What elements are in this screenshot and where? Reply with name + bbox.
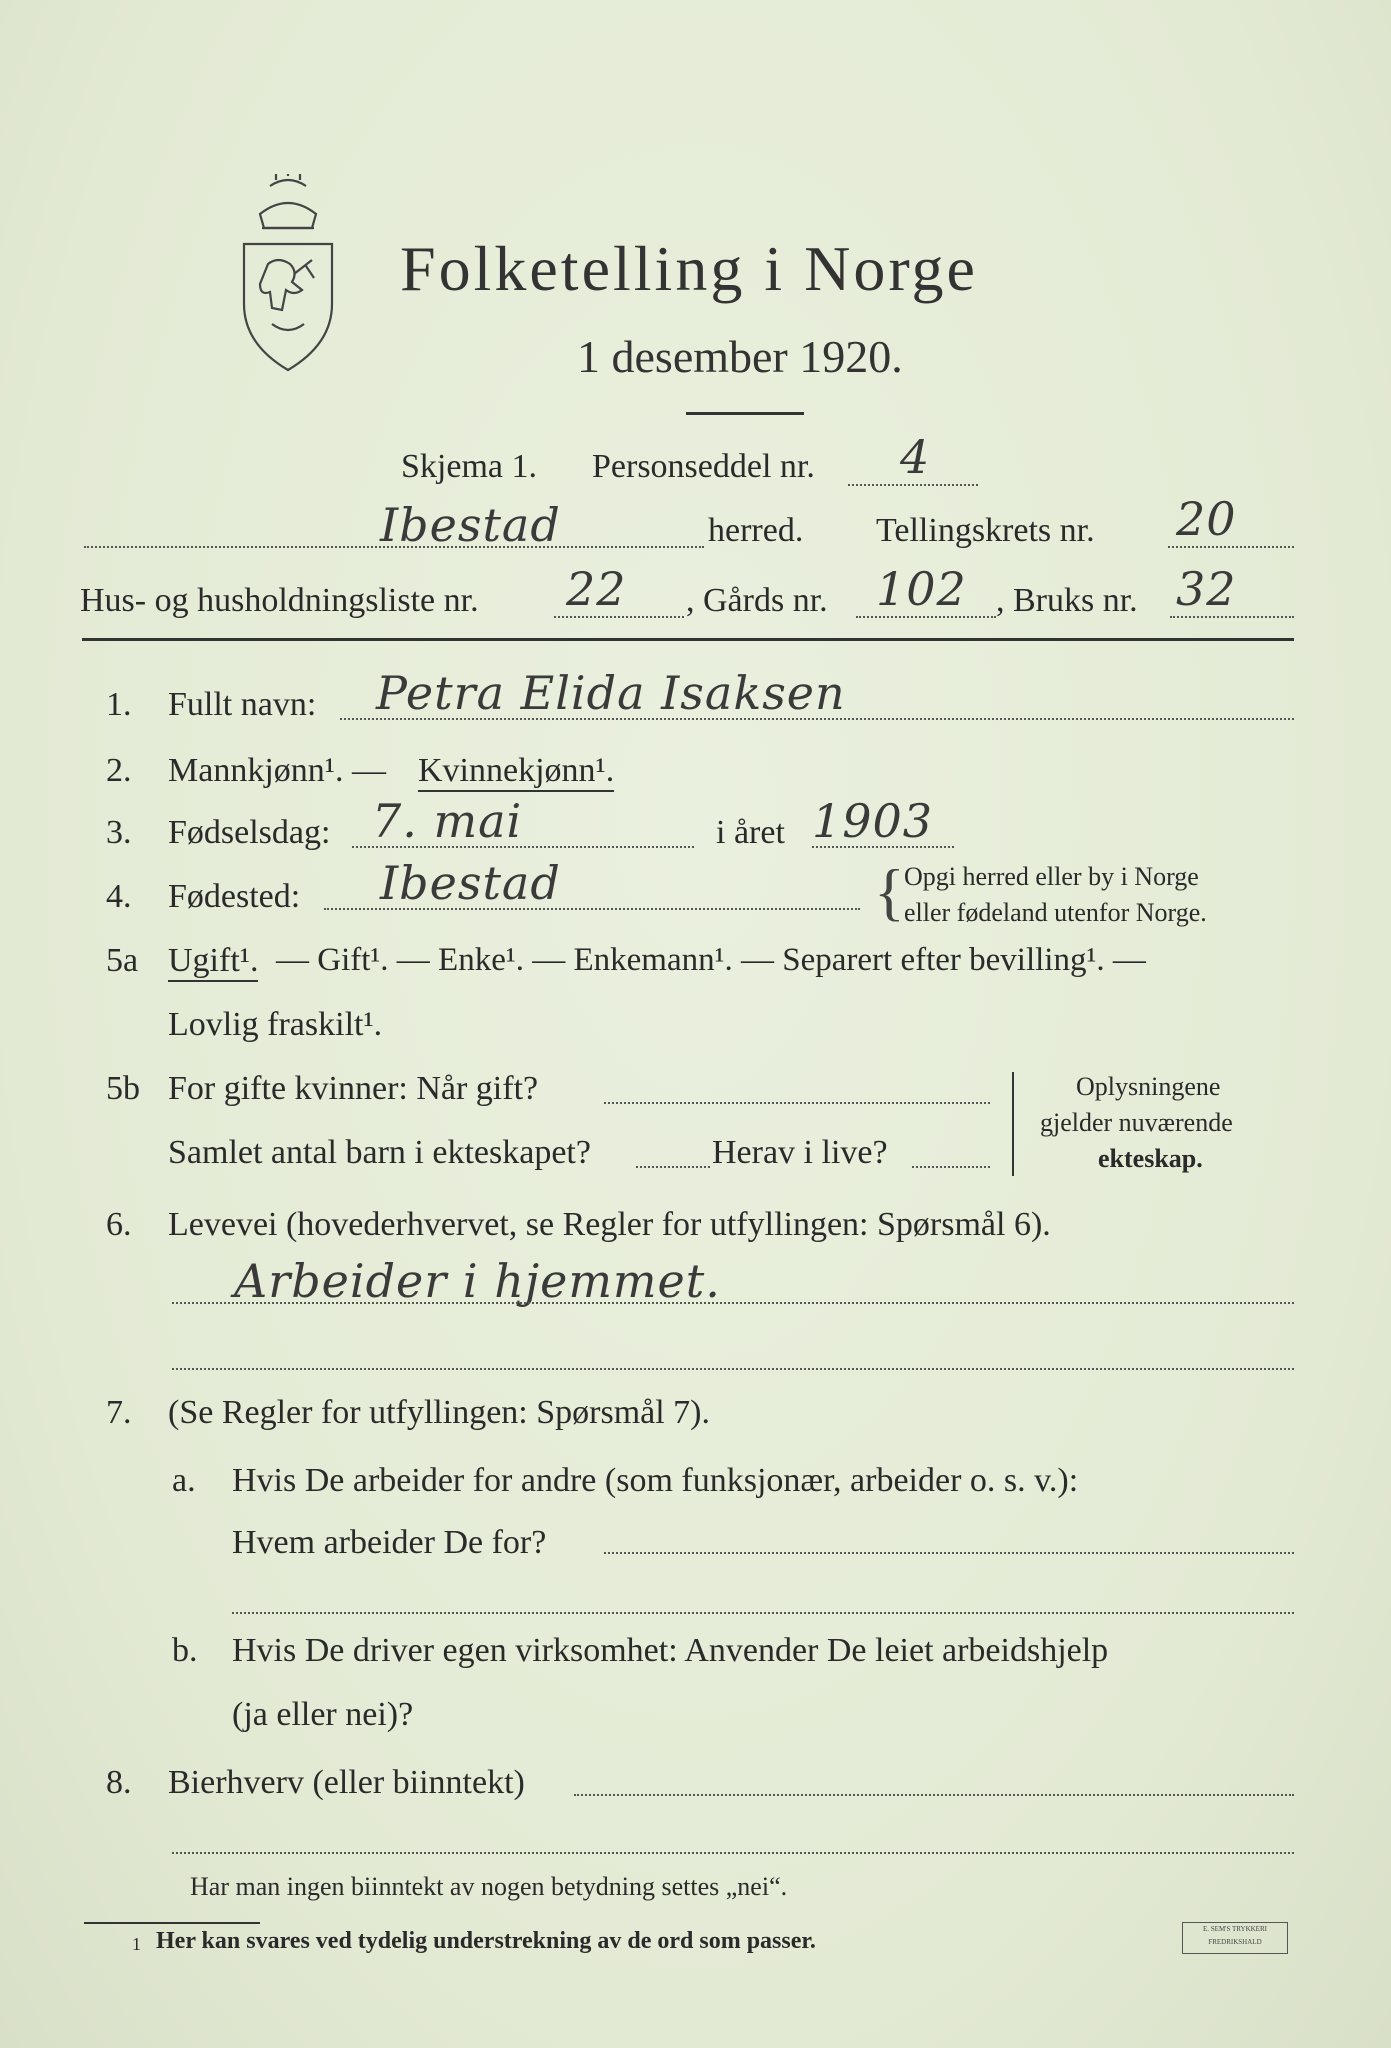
printer-stamp-line1: E. SEM'S TRYKKERI — [1203, 1925, 1267, 1933]
q5a-number: 5a — [106, 942, 139, 979]
q2-female-option: Kvinnekjønn¹. — [418, 752, 614, 792]
census-date: 1 desember 1920. — [577, 331, 903, 382]
q2-number: 2. — [106, 752, 132, 789]
q5b-note-line2: gjelder nuværende — [1040, 1108, 1233, 1137]
q3-year-label: i året — [716, 814, 785, 851]
q6-label: Levevei (hovederhvervet, se Regler for utfyllingen: Spørsmål 6). — [168, 1206, 1051, 1243]
q5a-ugift-option: Ugift¹. — [168, 942, 258, 982]
q5b-bracket — [1012, 1072, 1014, 1176]
q7b-label2: (ja eller nei)? — [232, 1696, 414, 1733]
q7a-letter: a. — [172, 1462, 196, 1499]
q1-label: Fullt navn: — [168, 686, 317, 723]
q5b-note-line3: ekteskap. — [1098, 1144, 1203, 1173]
gards-value: 102 — [876, 562, 967, 616]
footnote-divider — [84, 1922, 260, 1924]
q4-note-line2: eller fødeland utenfor Norge. — [904, 898, 1207, 927]
schema-label: Skjema 1. — [401, 448, 537, 485]
header-divider — [82, 638, 1294, 641]
q7-label: (Se Regler for utfyllingen: Spørsmål 7). — [168, 1394, 711, 1431]
q5b-alive-label: Herav i live? — [712, 1134, 888, 1171]
hus-value: 22 — [566, 562, 627, 616]
q8-label: Bierhverv (eller biinntekt) — [168, 1764, 525, 1801]
q3-birth-date: 7. mai — [372, 794, 523, 848]
q4-brace: { — [874, 856, 905, 927]
q7a-label2: Hvem arbeider De for? — [232, 1524, 547, 1561]
footnote-text: Her kan svares ved tydelig understrekning av de ord som passer. — [156, 1928, 816, 1954]
printer-stamp-line2: FREDRIKSHALD — [1208, 1938, 1262, 1946]
bruks-value: 32 — [1176, 562, 1237, 616]
footnote-mark: 1 — [132, 1934, 141, 1954]
q3-label: Fødselsdag: — [168, 814, 331, 851]
q4-note-line1: Opgi herred eller by i Norge — [904, 862, 1199, 891]
personseddel-label: Personseddel nr. — [592, 448, 815, 485]
q2-male-option: Mannkjønn¹. — — [168, 752, 386, 789]
q8-note: Har man ingen biinntekt av nogen betydning settes „nei“. — [190, 1872, 788, 1901]
herred-value: Ibestad — [380, 498, 561, 552]
q3-birth-year: 1903 — [812, 794, 934, 848]
q1-number: 1. — [106, 686, 132, 723]
form-title: Folketelling i Norge — [400, 233, 978, 304]
printer-stamp — [1182, 1922, 1288, 1954]
hus-label: Hus- og husholdningsliste nr. — [80, 582, 479, 619]
q6-number: 6. — [106, 1206, 132, 1243]
q6-occupation: Arbeider i hjemmet. — [234, 1254, 721, 1308]
tellingskrets-label: Tellingskrets nr. — [876, 512, 1095, 549]
q7a-label: Hvis De arbeider for andre (som funksjonær, arbeider o. s. v.): — [232, 1462, 1079, 1499]
q4-number: 4. — [106, 878, 132, 915]
title-divider — [686, 412, 804, 415]
q7b-label: Hvis De driver egen virksomhet: Anvender De leiet arbeidshjelp — [232, 1632, 1109, 1669]
q7b-letter: b. — [172, 1632, 198, 1669]
herred-label: herred. — [708, 512, 804, 549]
q5b-label: For gifte kvinner: Når gift? — [168, 1070, 539, 1107]
gards-label: , Gårds nr. — [686, 582, 828, 619]
personseddel-value: 4 — [900, 430, 931, 484]
q5b-children-label: Samlet antal barn i ekteskapet? — [168, 1134, 591, 1171]
coat-of-arms-icon — [232, 174, 344, 374]
q4-label: Fødested: — [168, 878, 301, 915]
tellingskrets-value: 20 — [1176, 492, 1237, 546]
q3-number: 3. — [106, 814, 132, 851]
q7-number: 7. — [106, 1394, 132, 1431]
q5a-other-options: — Gift¹. — Enke¹. — Enkemann¹. — Separert efter bevilling¹. — — [276, 942, 1146, 978]
q5b-number: 5b — [106, 1070, 140, 1107]
q4-birthplace: Ibestad — [380, 856, 561, 910]
bruks-label: , Bruks nr. — [996, 582, 1138, 619]
q8-number: 8. — [106, 1764, 132, 1801]
q1-full-name: Petra Elida Isaksen — [376, 666, 846, 720]
q5a-line2: Lovlig fraskilt¹. — [168, 1006, 383, 1043]
q5b-note-line1: Oplysningene — [1076, 1072, 1221, 1101]
